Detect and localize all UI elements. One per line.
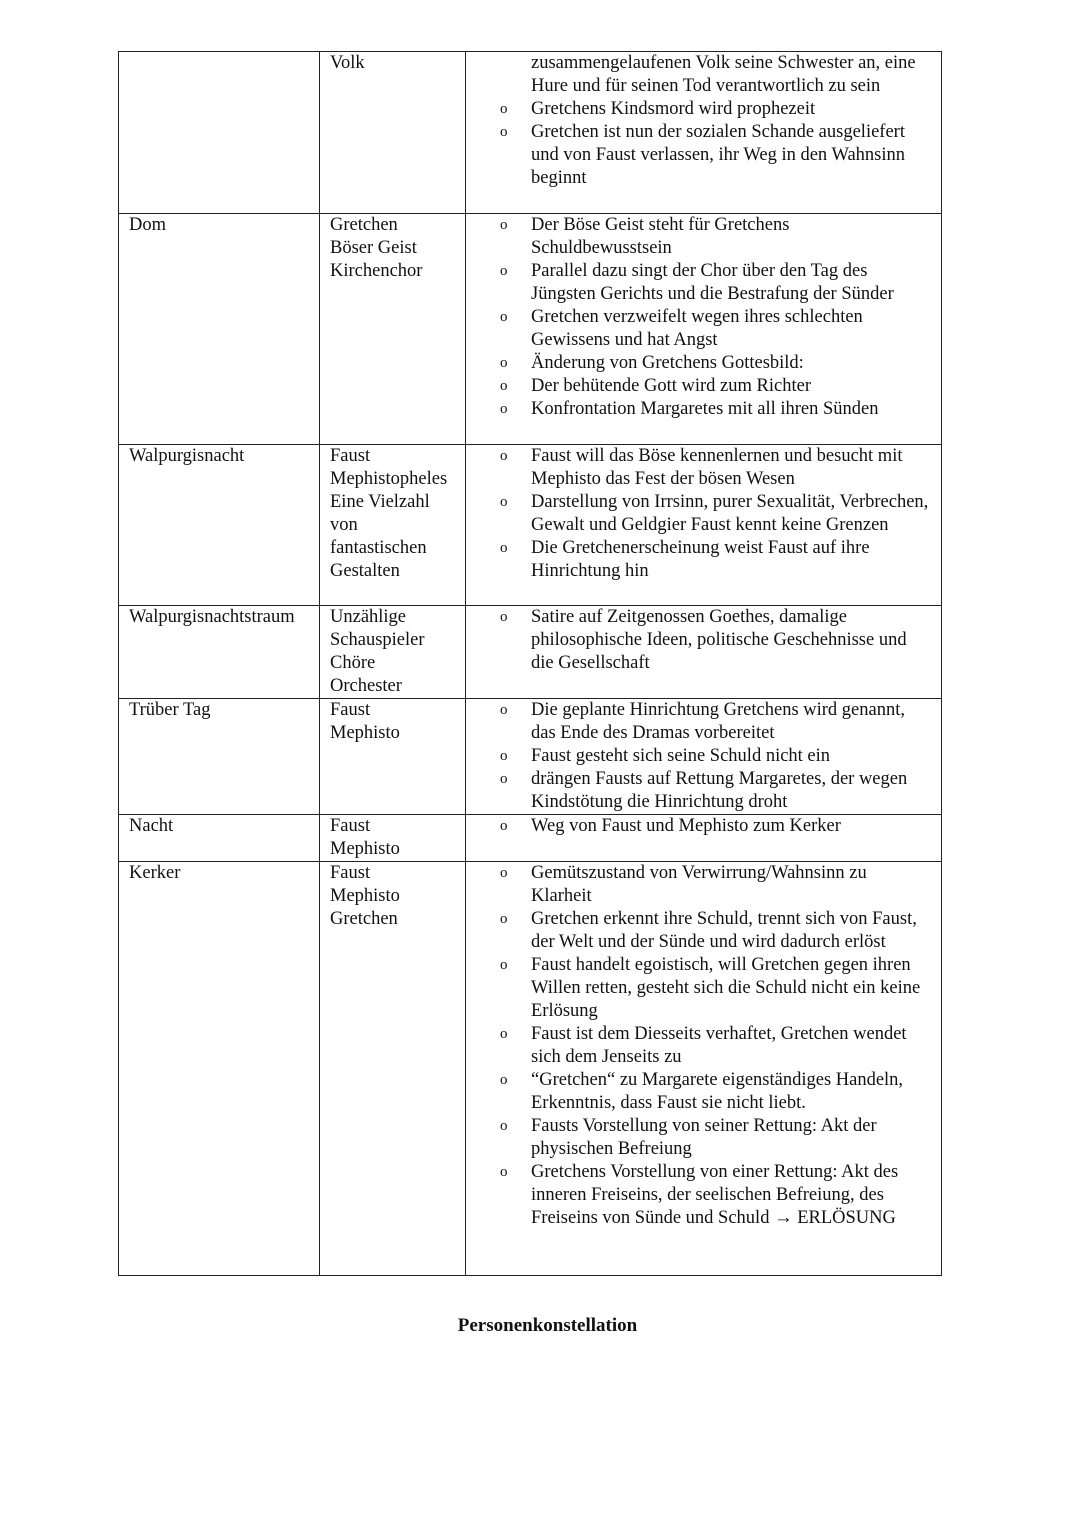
person-name: Böser Geist xyxy=(330,238,417,258)
bullet-icon: o xyxy=(500,1072,508,1088)
list-item xyxy=(500,491,931,537)
list-item-text: Die geplante Hinrichtung Gretchens wird genannt, das Ende des Dramas vorbereitet xyxy=(531,700,905,743)
list-item xyxy=(500,745,931,768)
scene-cell: Trüber Tag xyxy=(119,699,320,815)
list-item-text: Fausts Vorstellung von seiner Rettung: Akt der physischen Befreiung xyxy=(531,1116,877,1159)
bullet-icon: o xyxy=(500,1118,508,1134)
person-name: Gretchen xyxy=(330,215,398,235)
bullet-icon: o xyxy=(500,1026,508,1042)
list-item xyxy=(500,445,931,491)
content-cell xyxy=(466,606,942,699)
scene-cell xyxy=(119,52,320,214)
scene-table xyxy=(118,51,942,1276)
list-item xyxy=(500,1023,931,1069)
persons-cell xyxy=(320,606,466,699)
list-item xyxy=(500,398,931,421)
bullet-list xyxy=(466,606,941,675)
table-row xyxy=(119,699,942,815)
list-item xyxy=(500,214,931,260)
person-name: Kirchenchor xyxy=(330,261,423,281)
content-cell xyxy=(466,52,942,214)
table-row xyxy=(119,862,942,1276)
list-item xyxy=(500,375,931,398)
scene-cell: Walpurgisnachtstraum xyxy=(119,606,320,699)
list-item-text: Faust ist dem Diesseits verhaftet, Gretchen wendet sich dem Jenseits zu xyxy=(531,1024,907,1067)
bullet-icon: o xyxy=(500,609,508,625)
persons-cell xyxy=(320,52,466,214)
bullet-icon: o xyxy=(500,702,508,718)
person-name: Orchester xyxy=(330,676,402,696)
list-item xyxy=(500,352,931,375)
bullet-icon: o xyxy=(500,748,508,764)
person-name: Gestalten xyxy=(330,561,400,581)
list-item xyxy=(531,52,931,98)
bullet-icon: o xyxy=(500,1164,508,1180)
bullet-icon: o xyxy=(500,865,508,881)
list-item xyxy=(500,306,931,352)
person-name: fantastischen xyxy=(330,538,427,558)
person-name: Chöre xyxy=(330,653,376,673)
list-item-text: Konfrontation Margaretes mit all ihren Sünden xyxy=(531,399,879,419)
list-item xyxy=(500,98,931,121)
list-item xyxy=(500,862,931,908)
table-row xyxy=(119,214,942,445)
list-item-text: “Gretchen“ zu Margarete eigenständiges Handeln, Erkenntnis, dass Faust sie nicht liebt. xyxy=(531,1070,904,1113)
list-item-text: Weg von Faust und Mephisto zum Kerker xyxy=(531,816,841,836)
list-item-text: Faust will das Böse kennenlernen und besucht mit Mephisto das Fest der bösen Wesen xyxy=(531,446,903,489)
person-name: Volk xyxy=(330,53,365,73)
list-item-text: Der behütende Gott wird zum Richter xyxy=(531,376,811,396)
list-item-text: Faust handelt egoistisch, will Gretchen gegen ihren Willen retten, gesteht sich die Schuld nicht ein keine Erlösung xyxy=(531,955,921,1021)
list-item xyxy=(500,606,931,675)
content-cell xyxy=(466,445,942,606)
scene-table-body xyxy=(119,52,942,1276)
bullet-icon: o xyxy=(500,378,508,394)
bullet-icon: o xyxy=(500,401,508,417)
list-item-text: zusammengelaufenen Volk seine Schwester an, eine Hure und für seinen Tod verantwortlich zu sein xyxy=(531,53,916,96)
person-name: Schauspieler xyxy=(330,630,425,650)
list-item-text: Gretchen erkennt ihre Schuld, trennt sich von Faust, der Welt und der Sünde und wird dadurch erlöst xyxy=(531,909,917,952)
bullet-list xyxy=(466,445,941,583)
bullet-icon: o xyxy=(500,309,508,325)
table-row xyxy=(119,52,942,214)
list-item xyxy=(500,121,931,190)
list-item-text: drängen Fausts auf Rettung Margaretes, der wegen Kindstötung die Hinrichtung droht xyxy=(531,769,908,812)
person-name: Unzählige xyxy=(330,607,407,627)
list-item xyxy=(500,1115,931,1161)
person-name: Eine Vielzahl xyxy=(330,492,430,512)
bullet-icon: o xyxy=(500,494,508,510)
scene-cell: Nacht xyxy=(119,815,320,862)
list-item xyxy=(500,768,931,814)
bullet-icon: o xyxy=(500,957,508,973)
list-item xyxy=(500,815,931,838)
bullet-icon: o xyxy=(500,540,508,556)
bullet-icon: o xyxy=(500,355,508,371)
bullet-icon: o xyxy=(500,911,508,927)
person-name: Mephistopheles xyxy=(330,469,448,489)
bullet-icon: o xyxy=(500,263,508,279)
bullet-list xyxy=(466,52,941,190)
content-cell xyxy=(466,699,942,815)
list-item-text: Die Gretchenerscheinung weist Faust auf ihre Hinrichtung hin xyxy=(531,538,870,581)
persons-cell xyxy=(320,815,466,862)
bullet-icon: o xyxy=(500,124,508,140)
persons-cell xyxy=(320,862,466,1276)
bullet-list xyxy=(466,214,941,421)
persons-cell xyxy=(320,445,466,606)
person-name: Faust xyxy=(330,700,371,720)
section-heading: Personenkonstellation xyxy=(457,1315,638,1336)
list-item-text: Satire auf Zeitgenossen Goethes, damalige philosophische Ideen, politische Geschehnisse und die Gesellschaft xyxy=(531,607,907,673)
list-item-text: Faust gesteht sich seine Schuld nicht ein xyxy=(531,746,831,766)
person-name: Mephisto xyxy=(330,723,400,743)
bullet-icon: o xyxy=(500,818,508,834)
list-item-text: Gretchens Vorstellung von einer Rettung: Akt des inneren Freiseins, der seelischen Befreiung, des Freiseins von Sünde und Schuld → ERLÖSUNG xyxy=(531,1162,899,1228)
list-item xyxy=(500,954,931,1023)
table-row xyxy=(119,606,942,699)
bullet-icon: o xyxy=(500,771,508,787)
list-item-text: Parallel dazu singt der Chor über den Tag des Jüngsten Gerichts und die Bestrafung der Sünder xyxy=(531,261,894,304)
bullet-icon: o xyxy=(500,101,508,117)
table-row xyxy=(119,815,942,862)
bullet-icon: o xyxy=(500,217,508,233)
bullet-list xyxy=(466,699,941,814)
person-name: Gretchen xyxy=(330,909,398,929)
list-item xyxy=(500,537,931,583)
list-item-text: Änderung von Gretchens Gottesbild: xyxy=(531,353,804,373)
person-name: von xyxy=(330,515,358,535)
list-item xyxy=(500,699,931,745)
person-name: Faust xyxy=(330,816,371,836)
content-cell xyxy=(466,214,942,445)
list-item-text: Darstellung von Irrsinn, purer Sexualität, Verbrechen, Gewalt und Geldgier Faust kennt keine Grenzen xyxy=(531,492,929,535)
list-item-text: Gretchen verzweifelt wegen ihres schlechten Gewissens und hat Angst xyxy=(531,307,863,350)
person-name: Faust xyxy=(330,863,371,883)
list-item-text: Gemütszustand von Verwirrung/Wahnsinn zu Klarheit xyxy=(531,863,867,906)
table-row xyxy=(119,445,942,606)
list-item-text: Der Böse Geist steht für Gretchens Schuldbewusstsein xyxy=(531,215,790,258)
scene-cell: Kerker xyxy=(119,862,320,1276)
list-item xyxy=(500,260,931,306)
scene-cell: Walpurgisnacht xyxy=(119,445,320,606)
persons-cell xyxy=(320,699,466,815)
content-cell xyxy=(466,862,942,1276)
list-item xyxy=(500,1069,931,1115)
persons-cell xyxy=(320,214,466,445)
bullet-list xyxy=(466,815,941,838)
list-item xyxy=(500,1161,931,1230)
person-name: Faust xyxy=(330,446,371,466)
list-item xyxy=(500,908,931,954)
content-cell xyxy=(466,815,942,862)
person-name: Mephisto xyxy=(330,886,400,906)
bullet-list xyxy=(466,862,941,1230)
list-item-text: Gretchens Kindsmord wird prophezeit xyxy=(531,99,816,119)
person-name: Mephisto xyxy=(330,839,400,859)
bullet-icon: o xyxy=(500,448,508,464)
scene-cell: Dom xyxy=(119,214,320,445)
list-item-text: Gretchen ist nun der sozialen Schande ausgeliefert und von Faust verlassen, ihr Weg in den Wahnsinn beginnt xyxy=(531,122,906,188)
